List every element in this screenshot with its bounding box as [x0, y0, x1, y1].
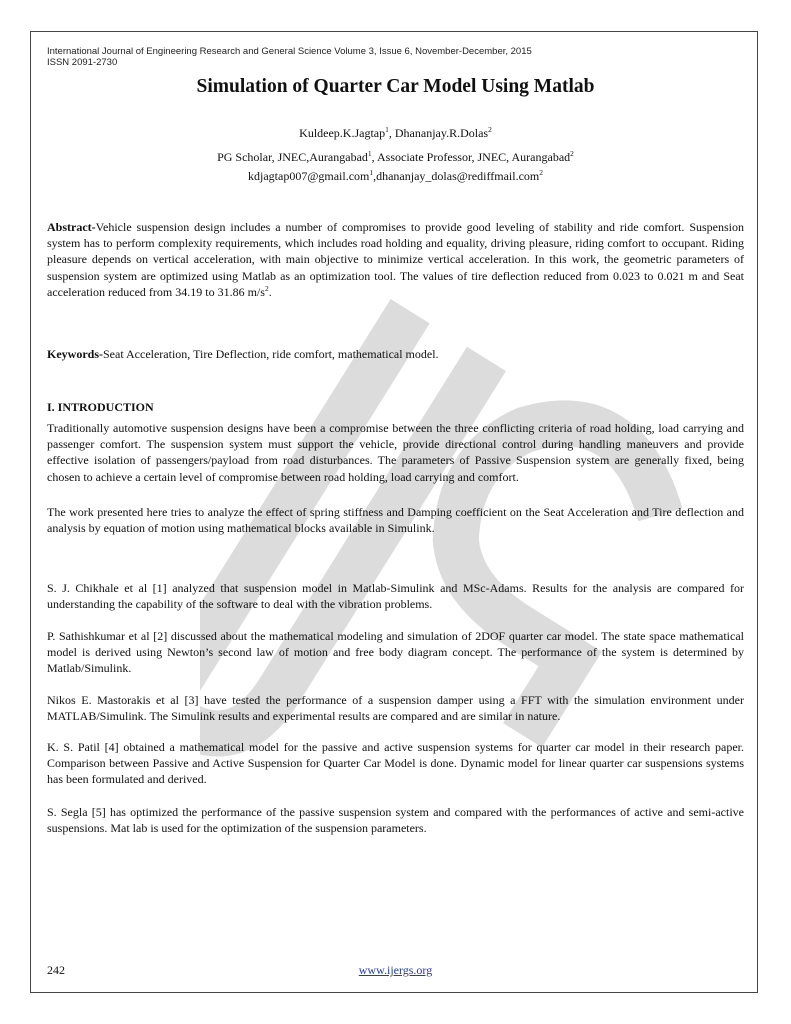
journal-line: International Journal of Engineering Research and General Science Volume 3, Issue 6, November-December, 2015	[47, 46, 532, 57]
issn: ISSN 2091-2730	[47, 57, 118, 68]
affiliation-2-mark: 2	[570, 149, 574, 158]
keywords	[47, 346, 744, 362]
intro-paragraph-5: Nikos E. Mastorakis et al [3] have tested the performance of a suspension damper using a FFT with the simulation environment under MATLAB/Simulink. The Simulink results and experimental results are compared and are similar in nature.	[47, 693, 744, 724]
affiliation-line	[0, 150, 791, 165]
intro-paragraph-7: S. Segla [5] has optimized the performance of the passive suspension system and compared with the performances of active and semi-active suspensions. Mat lab is used for the optimization of the suspension parameters.	[47, 805, 744, 836]
journal-website-link[interactable]: www.ijergs.org	[358, 963, 433, 977]
author-2: Dhananjay.R.Dolas	[394, 126, 489, 140]
affiliation-2: , Associate Professor, JNEC, Aurangabad	[371, 150, 571, 164]
intro-paragraph-3: S. J. Chikhale et al [1] analyzed that suspension model in Matlab-Simulink and MSc-Adams. Results for the analysis are compared for understanding the capability of the software to deal with the vibration problems.	[47, 581, 744, 612]
email-2: ,dhananjay_dolas@rediffmail.com	[373, 169, 540, 183]
abstract-end: .	[268, 284, 272, 299]
author-1: Kuldeep.K.Jagtap	[299, 126, 386, 140]
email-1: kdjagtap007@gmail.com	[248, 169, 370, 183]
intro-paragraph-2: The work presented here tries to analyze the effect of spring stiffness and Damping coefficient on the Seat Acceleration and Tire deflection and analysis by equation of motion using mathematical blocks available in Simulink.	[47, 505, 744, 536]
intro-paragraph-4: P. Sathishkumar et al [2] discussed about the mathematical modeling and simulation of 2DOF quarter car model. The state space mathematical model is derived using Newton’s second law of motion and free body diagram concept. The performance of the system is determined by Matlab/Simulink.	[47, 629, 744, 676]
abstract-unit-exponent: 2	[264, 283, 269, 293]
author-line	[0, 126, 791, 141]
abstract	[47, 219, 744, 300]
intro-paragraph-6: K. S. Patil [4] obtained a mathematical model for the passive and active suspension systems for quarter car model in their research paper. Comparison between Passive and Active Suspension for Quarter Car Model is done. Dynamic model for linear quarter car suspensions systems has been formulated and derived.	[47, 740, 744, 787]
keywords-text: Seat Acceleration, Tire Deflection, ride comfort, mathematical model.	[103, 347, 439, 361]
section-heading-introduction: I. INTRODUCTION	[47, 400, 154, 414]
abstract-label: Abstract-	[47, 220, 96, 234]
author-separator: ,	[388, 126, 395, 140]
email-2-mark: 2	[539, 168, 543, 177]
intro-paragraph-1: Traditionally automotive suspension designs have been a compromise between the three conflicting criteria of road holding, load carrying and passenger comfort. The suspension system must support the vehicle, provide directional control during handling maneuvers and provide effective isolation of passengers/payload from road disturbances. The parameters of Passive Suspension system are generally fixed, being chosen to achieve a certain level of compromise between road holding, load carrying and comfort.	[47, 421, 744, 484]
abstract-text: Vehicle suspension design includes a number of compromises to provide good leveling of stability and ride comfort. Suspension system has to perform complexity requirements, which includes road holding and equality, driving pleasure, riding comfort to occupant. Riding pleasure depends on vertical acceleration, with main objective to minimize vertical acceleration. In this work, the geometric parameters of suspension system are optimized using Matlab as an optimization tool. The values of tire deflection reduced from 0.023 to 0.021 m and Seat acceleration reduced from 34.19 to 31.86 m/s	[47, 220, 744, 299]
author-1-affil-mark: 1	[385, 125, 389, 134]
affiliation-1-mark: 1	[367, 149, 372, 158]
keywords-label: Keywords-	[47, 347, 103, 361]
page-number: 242	[47, 963, 65, 977]
affiliation-1: PG Scholar, JNEC,Aurangabad	[217, 150, 368, 164]
email-line	[0, 169, 791, 184]
journal-header	[47, 46, 532, 68]
author-2-affil-mark: 2	[488, 125, 492, 134]
email-1-mark: 1	[369, 168, 374, 177]
paper-title: Simulation of Quarter Car Model Using Matlab	[196, 76, 595, 97]
